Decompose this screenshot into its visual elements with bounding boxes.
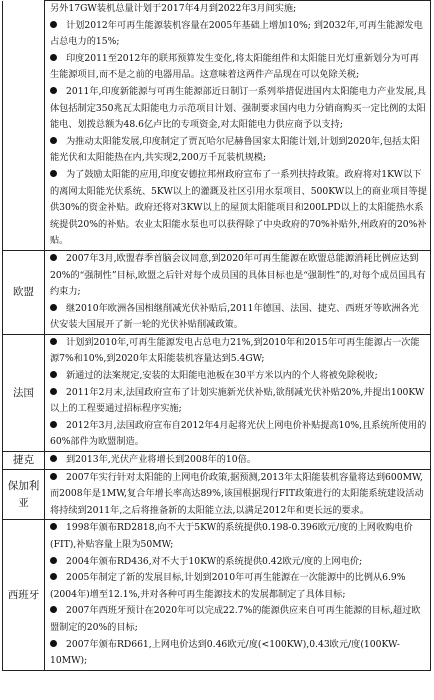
policy-row-czech: [3, 452, 431, 470]
policy-paragraph: [50, 637, 427, 670]
policy-paragraph: [50, 134, 427, 167]
policy-text: 为推动太阳能发展,印度制定了贾瓦哈尔尼赫鲁国家太阳能计划,计划到2020年,包括太阳能光伏和太阳能热在内,共实现2,200万千瓦装机规模;: [50, 135, 420, 164]
bullet-icon: [50, 388, 57, 395]
policy-paragraph: [50, 368, 427, 385]
bullet-icon: [50, 455, 57, 462]
policy-cell: [45, 452, 431, 470]
policy-text: 2004年颁布RD436,对不大于10KW的系统提供0.42欧元/度的上网电价;: [66, 555, 363, 567]
policy-text: 2007年西班牙预计在2020年可以完成22.7%的能源供应来自可再生能源的目标,超过欧盟制定的20%的目标;: [50, 605, 421, 633]
policy-paragraph: [50, 570, 427, 603]
bullet-icon: [50, 573, 57, 580]
country-cell: 西班牙: [3, 520, 45, 670]
policy-text: 2007年实行针对太阳能的上网电价政策,据预测,2013年太阳能装机容量将达到600MW,而2008年是1MW,复合年增长率高达89%,该国根据现行FIT政策进行的太阳能系统建设活动将持续到2011年,之后将推备新的太阳能立法,以满足2012年和更长远的要求。: [50, 471, 424, 516]
policy-paragraph: [50, 452, 427, 469]
bullet-icon: [50, 473, 57, 480]
bullet-icon: [50, 137, 57, 144]
bullet-icon: [50, 54, 57, 61]
policy-cell: [45, 334, 431, 451]
policy-paragraph: [50, 1, 427, 18]
policy-text: 到2013年,光伏产业将增长到2008年的10倍。: [66, 454, 256, 466]
bullet-icon: [50, 170, 57, 177]
policy-paragraph: [50, 167, 427, 250]
policy-cell: [45, 520, 431, 670]
bullet-icon: [50, 421, 57, 428]
policy-paragraph: [50, 51, 427, 84]
policy-paragraph: [50, 335, 427, 368]
bullet-icon: [50, 640, 57, 647]
policy-text: 2005年制定了新的发展目标,计划到2010年可再生能源在一次能源中的比例从6.9%(2004年)增至12.1%,并对各种可再生能源技术的发展都制定了具体目标;: [50, 572, 406, 600]
bullet-icon: [50, 606, 57, 613]
policy-row-france: [3, 334, 431, 451]
policy-paragraph: [50, 603, 427, 636]
bullet-icon: [50, 338, 57, 345]
policy-text: 2011年2月末,法国政府宣布了计划实施新光伏补贴,欲削减光伏补贴20%,并提出100KW以上的工程要通过招标程序实施;: [50, 386, 425, 415]
country-cell: 保加利亚: [3, 469, 45, 520]
policy-paragraph: [50, 84, 427, 134]
policy-text: 2011年,印度新能源与可再生能源部近日制订一系列举措促进国内太阳能电力产业发展,具体包括制定350兆瓦太阳能电力示范项目计划、强制要求国内电力分销商购买一定比例的太阳能电、划拨总额为48.6亿卢比的专项资金,对太阳能电力供应商予以支持;: [50, 85, 426, 131]
bullet-icon: [50, 371, 57, 378]
bullet-icon: [50, 87, 57, 94]
policy-text: 印度2011至2012年的联邦预算发生变化,将太阳能组件和太阳能日光灯重新划分为可再生能源项目,而不是之前的电器用品。这意味着这两件产品现在可以免除关税;: [50, 52, 419, 81]
policy-text: 2012年3月,法国政府宣布自2012年4月起将光伏上网电价补贴提高10%,且系统所使用的60%部件为欧盟制造。: [50, 419, 427, 448]
policy-row-india-continued: [3, 1, 431, 251]
policy-paragraph: [50, 470, 427, 520]
policy-text: 2007年颁布RD661,上网电价达到0.46欧元/度(<100KW),0.43欧元/度(100KW-10MW);: [50, 638, 400, 667]
bullet-icon: [50, 523, 57, 530]
country-cell: 欧盟: [3, 250, 45, 334]
policy-row-bulgaria: [3, 469, 431, 520]
policy-paragraph: [50, 554, 427, 571]
bullet-icon: [50, 557, 57, 564]
policy-row-eu: [3, 250, 431, 334]
country-cell: 法国: [3, 334, 45, 451]
policy-text: 计划2012年可再生能源装机容量在2005年基础上增加10%; 到2032年,可再生能源发电占总电力的15%;: [50, 19, 423, 48]
bullet-icon: [50, 304, 57, 311]
policy-table: [2, 0, 431, 671]
policy-paragraph: [50, 18, 427, 51]
policy-table-body: [3, 1, 431, 671]
policy-cell: [45, 469, 431, 520]
policy-paragraph: [50, 301, 427, 334]
policy-text: 另外17GW装机总量计划于2017年4月到2022年3月间实施;: [50, 3, 297, 14]
policy-paragraph: [50, 385, 427, 418]
policy-text: 新通过的法案规定,安装的太阳能电池板在30平方米以内的个人将被免除税收;: [66, 370, 378, 382]
bullet-icon: [50, 21, 57, 28]
policy-text: 继2010年欧洲各国相继削减光伏补贴后,2011年德国、法国、捷克、西班牙等欧洲各光伏安装大国展开了新一轮的光伏补贴削减政策。: [50, 302, 419, 331]
policy-paragraph: [50, 520, 427, 553]
policy-cell: [45, 250, 431, 334]
country-cell: [3, 1, 45, 251]
policy-text: 2007年3月,欧盟春季首脑会议同意,到2020年可再生能源在欧盟总能源消耗比例应达到20%的“强制性”目标,欧盟之后针对每个成员国的具体目标也是“强制性”的,对每个成员国具有约束力;: [50, 252, 426, 298]
policy-text: 1998年颁布RD2818,向不大于5KW的系统提供0.198-0.396欧元/度的上网收购电价(FIT),补贴容量上限为50MW;: [50, 522, 413, 550]
bullet-icon: [50, 254, 57, 261]
country-cell: 捷克: [3, 452, 45, 470]
policy-paragraph: [50, 251, 427, 301]
policy-cell: [45, 1, 431, 251]
policy-text: 为了鼓励太阳能的应用,印度安德拉邦州政府宣布了一系列扶持政策。政府将对1KW以下的离网太阳能光伏系统、5KW以上的灌溉及社区引用水泵项目、500KW以上的商业项目等提供30%的资金补贴。政府还将对3KW以上的屋顶太阳能项目和200LPD以上的太阳能热水系统提供20%的补贴。农业太阳能水泵也可以获得除了中央政府的70%补贴外,州政府的20%补贴。: [50, 168, 427, 247]
policy-row-spain: [3, 520, 431, 670]
policy-paragraph: [50, 418, 427, 451]
policy-text: 计划到2010年,可再生能源发电占总电力21%,到2010年和2015年可再生能源占一次能源7%和10%,到2020年太阳能装机容量达到5.4GW;: [50, 336, 420, 365]
